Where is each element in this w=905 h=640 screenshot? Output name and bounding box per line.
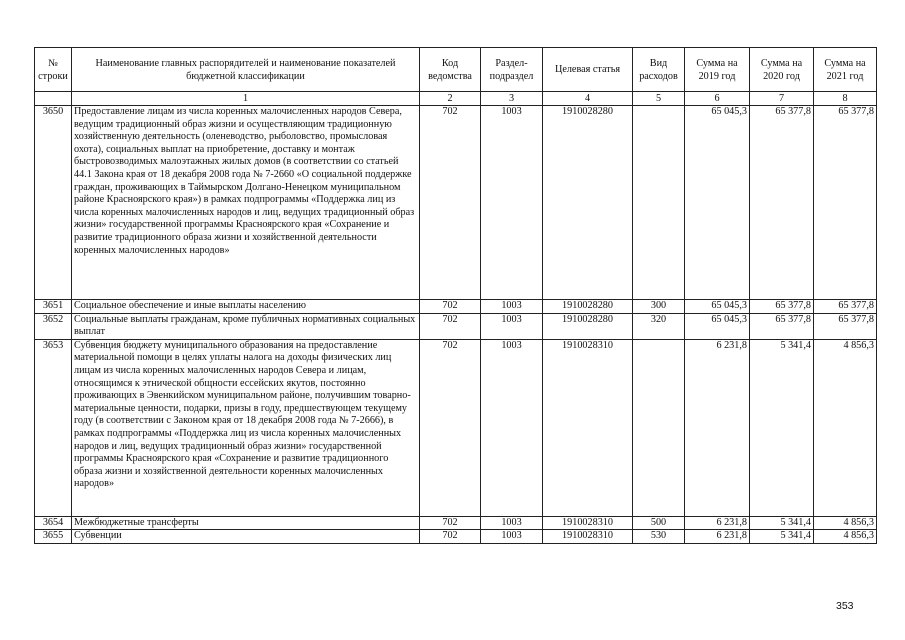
row-dept-code: 702 [420, 300, 481, 314]
row-sum-2020: 65 377,8 [750, 313, 814, 339]
row-sum-2019: 6 231,8 [685, 516, 750, 530]
row-name: Предоставление лицам из числа коренных малочисленных народов Севера, ведущим традиционный образ жизни и осуществляющим традиционную хозяйственную деятельность (оленеводство, рыболовство, промысловая охота), социальных выплат на приобретение, доставку и монтаж быстровозводимых малоэтажных жилых домов (в соответствии со статьей 44.1 Закона края от 18 декабря 2008 года № 7-2660 «О социальной поддержке граждан, проживающих в Таймырском Долгано-Ненецком муниципальном районе Красноярского края») в рамках подпрограммы «Поддержка лиц из числа коренных малочисленных народов и лиц, ведущих традиционный образ жизни» государственной программы Красноярского края «Сохранение и развитие традиционного образа жизни и хозяйственной деятельности коренных малочисленных народов» [72, 106, 420, 300]
column-number: 4 [543, 92, 633, 106]
header-row [35, 48, 877, 92]
row-dept-code: 702 [420, 106, 481, 300]
row-sum-2020: 5 341,4 [750, 530, 814, 544]
row-dept-code: 702 [420, 516, 481, 530]
table-row [35, 516, 877, 530]
column-numbers-row [35, 92, 877, 106]
row-target: 1910028310 [543, 530, 633, 544]
header-section: Раздел-подраздел [481, 48, 543, 92]
row-target: 1910028310 [543, 339, 633, 516]
page-number: 353 [836, 600, 854, 612]
row-name: Субвенция бюджету муниципального образования на предоставление материальной помощи в целях уплаты налога на доходы физических лиц лицам из числа коренных малочисленных народов Севера и лицам, относящимся к этнической общности ессейских якутов, постоянно проживающих в Эвенкийском муниципальном районе, получившим товарно-материальные ценности, подарки, призы в году, предшествующем текущему году (в соответствии с Законом края от 18 декабря 2008 года № 7-2666), в рамках подпрограммы «Поддержка лиц из числа коренных малочисленных народов и лиц, ведущих традиционный образ жизни» государственной программы Красноярского края «Сохранение и развитие традиционного образа жизни и хозяйственной деятельности коренных малочисленных народов» [72, 339, 420, 516]
row-expense-type [633, 106, 685, 300]
row-number: 3652 [35, 313, 72, 339]
table-row [35, 300, 877, 314]
row-expense-type: 530 [633, 530, 685, 544]
header-target: Целевая статья [543, 48, 633, 92]
row-sum-2021: 4 856,3 [814, 339, 877, 516]
row-expense-type: 320 [633, 313, 685, 339]
column-number: 6 [685, 92, 750, 106]
row-target: 1910028280 [543, 313, 633, 339]
row-sum-2019: 65 045,3 [685, 313, 750, 339]
column-number [35, 92, 72, 106]
header-sum-2021: Сумма на 2021 год [814, 48, 877, 92]
row-sum-2021: 65 377,8 [814, 300, 877, 314]
row-sum-2021: 4 856,3 [814, 530, 877, 544]
row-sum-2019: 65 045,3 [685, 300, 750, 314]
row-sum-2020: 65 377,8 [750, 106, 814, 300]
header-sum-2020: Сумма на 2020 год [750, 48, 814, 92]
row-target: 1910028310 [543, 516, 633, 530]
row-number: 3655 [35, 530, 72, 544]
row-expense-type [633, 339, 685, 516]
row-section: 1003 [481, 530, 543, 544]
table-row [35, 530, 877, 544]
row-name: Социальные выплаты гражданам, кроме публичных нормативных социальных выплат [72, 313, 420, 339]
header-dept-code: Код ведомства [420, 48, 481, 92]
row-dept-code: 702 [420, 530, 481, 544]
table-row [35, 339, 877, 516]
row-dept-code: 702 [420, 313, 481, 339]
column-number: 1 [72, 92, 420, 106]
row-sum-2021: 4 856,3 [814, 516, 877, 530]
row-section: 1003 [481, 516, 543, 530]
row-sum-2019: 6 231,8 [685, 530, 750, 544]
row-sum-2020: 5 341,4 [750, 516, 814, 530]
row-name: Социальное обеспечение и иные выплаты населению [72, 300, 420, 314]
row-number: 3651 [35, 300, 72, 314]
row-sum-2019: 6 231,8 [685, 339, 750, 516]
column-number: 3 [481, 92, 543, 106]
row-sum-2021: 65 377,8 [814, 313, 877, 339]
column-number: 5 [633, 92, 685, 106]
row-section: 1003 [481, 313, 543, 339]
row-target: 1910028280 [543, 106, 633, 300]
row-sum-2019: 65 045,3 [685, 106, 750, 300]
row-number: 3650 [35, 106, 72, 300]
column-number: 7 [750, 92, 814, 106]
row-dept-code: 702 [420, 339, 481, 516]
row-section: 1003 [481, 106, 543, 300]
column-number: 2 [420, 92, 481, 106]
table-row [35, 313, 877, 339]
row-sum-2021: 65 377,8 [814, 106, 877, 300]
row-name: Субвенции [72, 530, 420, 544]
column-number: 8 [814, 92, 877, 106]
row-name: Межбюджетные трансферты [72, 516, 420, 530]
row-expense-type: 300 [633, 300, 685, 314]
row-sum-2020: 5 341,4 [750, 339, 814, 516]
table-row [35, 106, 877, 300]
row-number: 3654 [35, 516, 72, 530]
header-row-number: № строки [35, 48, 72, 92]
row-sum-2020: 65 377,8 [750, 300, 814, 314]
row-expense-type: 500 [633, 516, 685, 530]
budget-table [34, 47, 877, 544]
row-section: 1003 [481, 339, 543, 516]
header-name: Наименование главных распорядителей и наименование показателей бюджетной классификации [72, 48, 420, 92]
row-number: 3653 [35, 339, 72, 516]
header-expense-type: Вид расходов [633, 48, 685, 92]
header-sum-2019: Сумма на 2019 год [685, 48, 750, 92]
row-target: 1910028280 [543, 300, 633, 314]
row-section: 1003 [481, 300, 543, 314]
